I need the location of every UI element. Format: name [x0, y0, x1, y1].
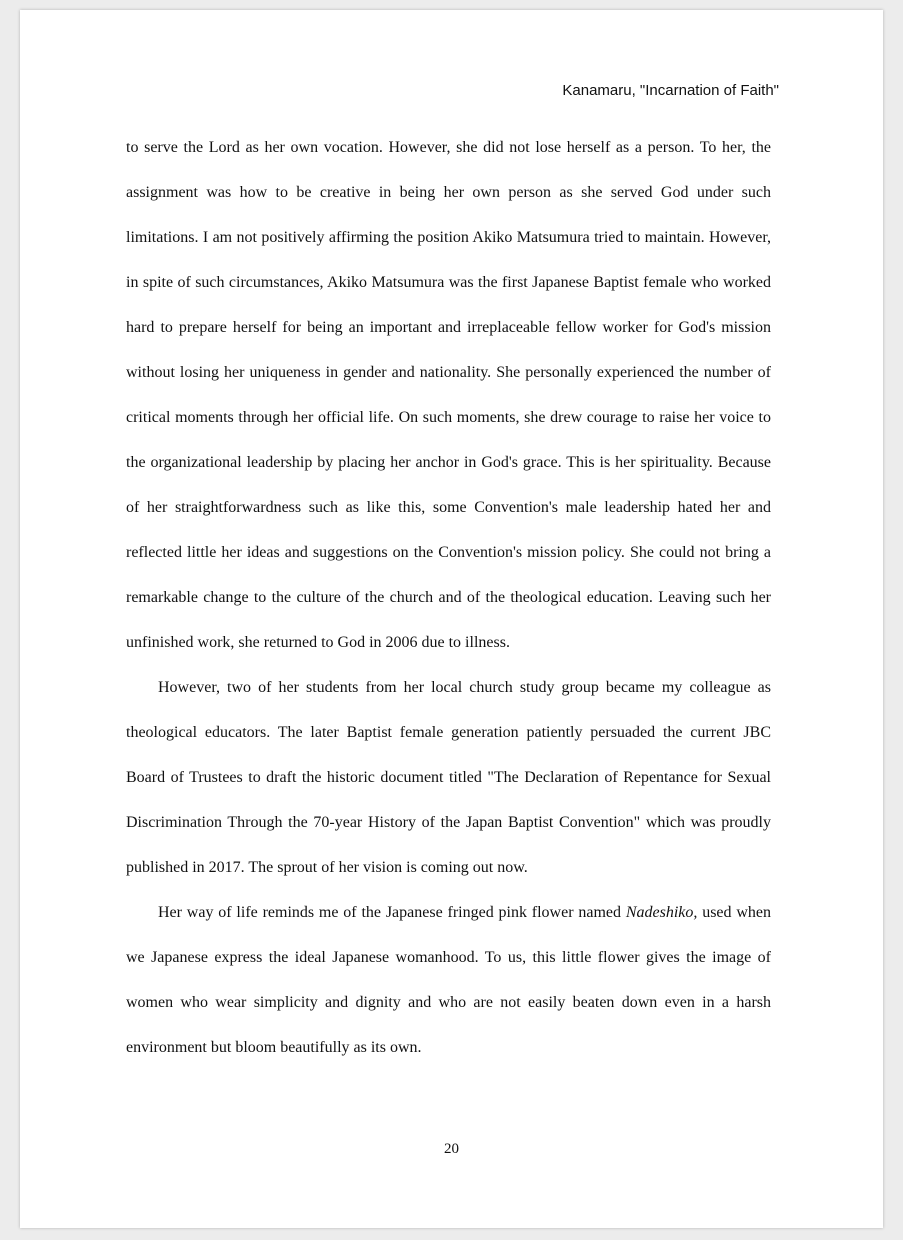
running-head: Kanamaru, "Incarnation of Faith": [562, 82, 779, 99]
body-text: [126, 125, 771, 1070]
flower-name-emphasis: Nadeshiko,: [625, 904, 698, 921]
page-number: 20: [444, 1141, 459, 1157]
paragraph-continued: to serve the Lord as her own vocation. However, she did not lose herself as a person. To her, the assignment was how to be creative in being her own person as she served God under such limitations. I am not positively affirming the position Akiko Matsumura tried to maintain. However, in spite of such circumstances, Akiko Matsumura was the first Japanese Baptist female who worked hard to prepare herself for being an important and irreplaceable fellow worker for God's mission without losing her uniqueness in gender and nationality. She personally experienced the number of critical moments through her official life. On such moments, she drew courage to raise her voice to the organizational leadership by placing her anchor in God's grace. This is her spirituality. Because of her straightforwardness such as like this, some Convention's male leadership hated her and reflected little her ideas and suggestions on the Convention's mission policy. She could not bring a remarkable change to the culture of the church and of the theological education. Leaving such her unfinished work, she returned to God in 2006 due to illness.: [126, 139, 771, 651]
paragraph-students: However, two of her students from her local church study group became my colleague as theological educators. The later Baptist female generation patiently persuaded the current JBC Board of Trustees to draft the historic document titled "The Declaration of Repentance for Sexual Discrimination Through the 70-year History of the Japan Baptist Convention" which was proudly published in 2017. The sprout of her vision is coming out now.: [126, 679, 771, 876]
paragraph-text-before: Her way of life reminds me of the Japanese fringed pink flower named: [158, 904, 626, 921]
document-page: [20, 10, 883, 1228]
paragraph-text-after: used when we Japanese express the ideal Japanese womanhood. To us, this little flower gives the image of women who wear simplicity and dignity and who are not easily beaten down even in a harsh environment but bloom beautifully as its own.: [126, 904, 772, 1056]
paragraph-nadeshiko: [126, 890, 771, 1070]
